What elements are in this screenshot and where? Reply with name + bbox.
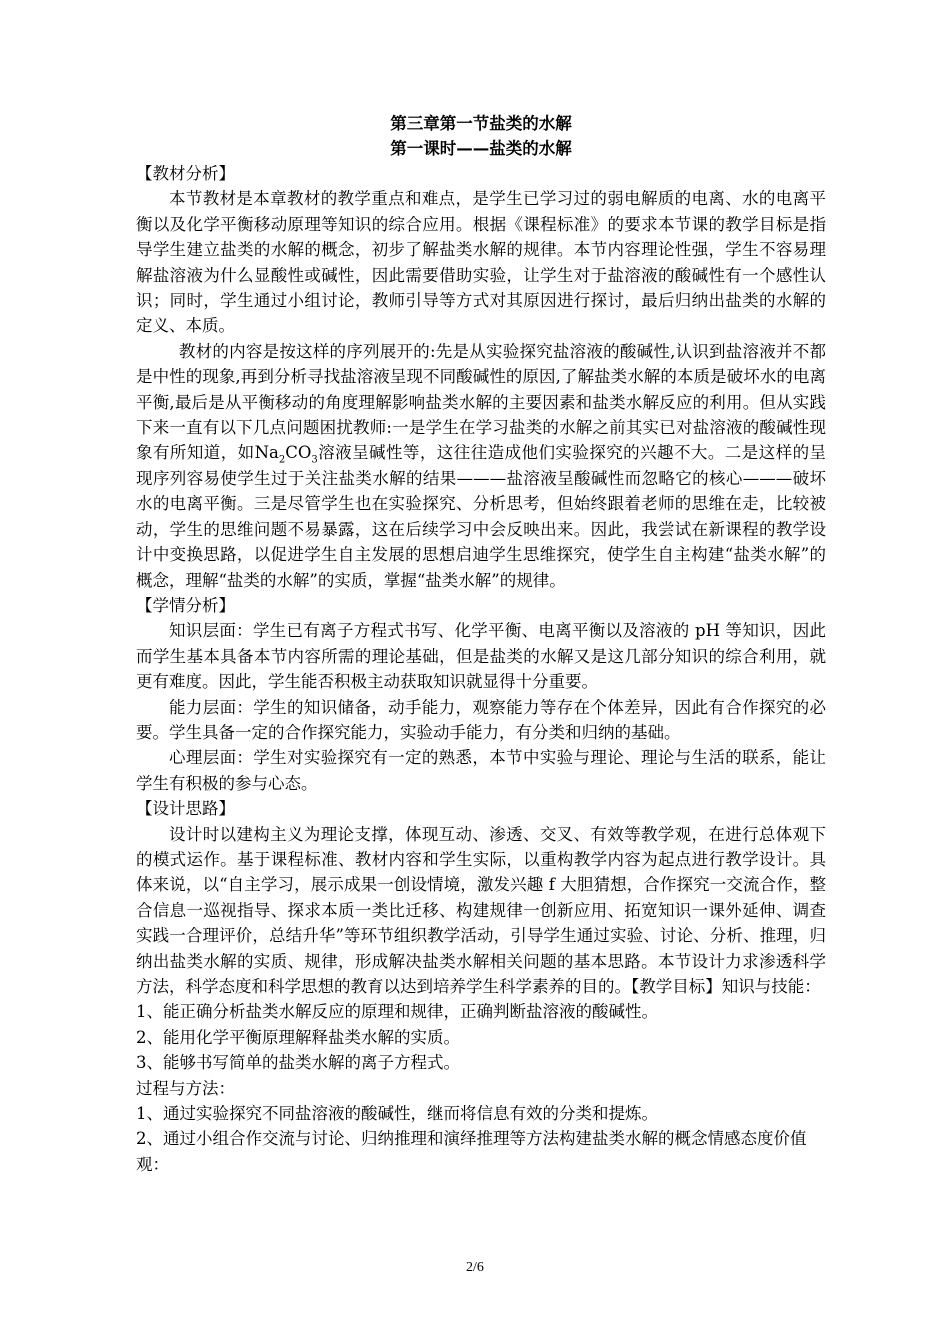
lesson-title: 第一课时——盐类的水解 [390, 139, 572, 158]
paragraph-textbook-analysis-1: 本节教材是本章教材的教学重点和难点，是学生已学习过的弱电解质的电离、水的电离平衡以及化学平衡移动原理等知识的综合应用。根据《课程标准》的要求本节课的教学目标是指导学生建立盐类的水解的概念，初步了解盐类水解的规律。本节内容理论性强，学生不容易理解盐溶液为什么显酸性或碱性，因此需要借助实验，让学生对于盐溶液的酸碱性有一个感性认识；同时，学生通过小组讨论，教师引导等方式对其原因进行探讨，最后归纳出盐类的水解的定义、本质。 [136, 189, 826, 336]
document-body [136, 111, 826, 1177]
section-heading-design-idea: 【设计思路】 [136, 799, 235, 819]
list-item: 2、通过小组合作交流与讨论、归纳推理和演绎推理等方法构建盐类水解的概念情感态度价值观： [136, 1129, 807, 1174]
paragraph-knowledge-level: 知识层面：学生已有离子方程式书写、化学平衡、电离平衡以及溶液的 pH 等知识，因此而学生基本具备本节内容所需的理论基础，但是盐类的水解又是这几部分知识的综合利用，就更有难度。因此，学生能否积极主动获取知识就显得十分重要。 [136, 621, 826, 692]
paragraph-psychology-level: 心理层面：学生对实验探究有一定的熟悉，本节中实验与理论、理论与生活的联系，能让学生有积极的参与心态。 [136, 748, 826, 793]
list-item: 1、通过实验探究不同盐溶液的酸碱性，继而将信息有效的分类和提炼。 [136, 1104, 658, 1124]
paragraph-design-idea: 设计时以建构主义为理论支撑，体现互动、渗透、交叉、有效等教学观，在进行总体观下的模式运作。基于课程标准、教材内容和学生实际，以重构教学内容为起点进行教学设计。具体来说，以“自主学习，展示成果一创设情境，激发兴趣 f 大胆猜想，合作探究一交流合作，整合信息一巡视指导、探求本质一类比迁移、构建规律一创新应用、拓宽知识一课外延伸、调查实践一合理评价，总结升华”等环节组织教学活动，引导学生通过实验、讨论、分析、推理，归纳出盐类水解的实质、规律，形成解决盐类水解相关问题的基本思路。本节设计力求渗透科学方法，科学态度和科学思想的教育以达到培养学生科学素养的目的。【教学目标】知识与技能： [136, 824, 826, 996]
list-item: 1、能正确分析盐类水解反应的原理和规律，正确判断盐溶液的酸碱性。 [136, 1002, 658, 1022]
chapter-title: 第三章第一节盐类的水解 [390, 114, 572, 133]
paragraph-text-part-a: 教材的内容是按这样的序列展开的:先是从实验探究盐溶液的酸碱性,认识到盐溶液并不都是中性的现象,再到分析寻找盐溶液呈现不同酸碱性的原因,了解盐类水解的本质是破坏水的电离平衡,最后是从平衡移动的角度理解影响盐类水解的主要因素和盐类水解反应的利用。但从实践下来一直有以下几点问题困扰教师:一是学生在学习盐类的水解之前其实已对盐溶液的酸碱性现象有所知道，如 [136, 341, 826, 463]
subheading-process-method: 过程与方法： [136, 1078, 235, 1098]
page-number: 2/6 [466, 1260, 484, 1275]
paragraph-text-part-b: 溶液呈碱性等，这往往造成他们实验探究的兴趣不大。二是这样的呈现序列容易使学生过于关注盐类水解的结果———盐溶液呈酸碱性而忽略它的核心———破坏水的电离平衡。三是尽管学生也在实验探究、分析思考，但始终跟着老师的思维在走，比较被动，学生的思维问题不易暴露，这在后续学习中会反映出来。因此，我尝试在新课程的教学设计中变换思路，以促进学生自主发展的思想启迪学生思维探究，使学生自主构建“盐类水解”的概念，理解“盐类的水解”的实质，掌握“盐类水解”的规律。 [136, 443, 827, 590]
formula-na2co3: $Na_2CO_3$ [254, 443, 318, 466]
list-item: 3、能够书写简单的盐类水解的离子方程式。 [136, 1053, 460, 1073]
section-heading-student-analysis: 【学情分析】 [136, 595, 235, 615]
list-item: 2、能用化学平衡原理解释盐类水解的实质。 [136, 1027, 460, 1047]
paragraph-textbook-analysis-2 [136, 339, 826, 593]
paragraph-ability-level: 能力层面：学生的知识储备，动手能力，观察能力等存在个体差异，因此有合作探究的必要。学生具备一定的合作探究能力，实验动手能力，有分类和归纳的基础。 [136, 697, 826, 742]
section-heading-textbook-analysis: 【教材分析】 [136, 164, 235, 183]
